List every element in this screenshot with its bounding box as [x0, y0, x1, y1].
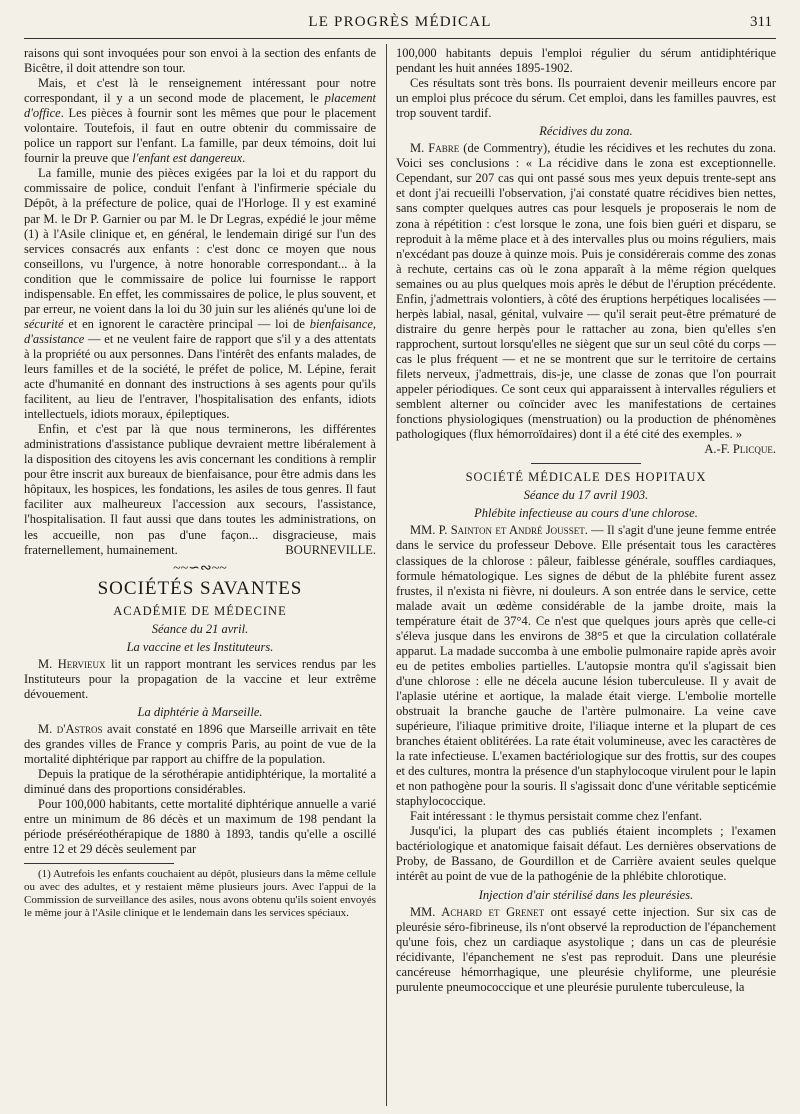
divider: [531, 463, 641, 464]
header-rule: [24, 38, 776, 39]
topic-heading: Injection d'air stérilisé dans les pleurésies.: [478, 887, 694, 902]
topic-heading: Récidives du zona.: [539, 124, 633, 139]
signature: A.-F. Plicque.: [704, 442, 776, 457]
footnote: (1) Autrefois les enfants couchaient au dépôt, plusieurs dans la même cellule ou avec des adultes, et y restaient même plusieurs jours. Avec l'appui de la Commission de surveillance des asiles, nous avons obtenu qu'ils soient envoyés le même jour à l'Asile clinique et le lendemain dans les services spéciaux.: [24, 868, 376, 920]
left-column: [24, 46, 376, 1108]
signature: BOURNEVILLE.: [285, 542, 376, 557]
paragraph: Mais, et c'est là le renseignement intéressant pour notre correspondant, il y a un second mode de placement, le placement d'office. Les pièces à fournir sont les mêmes que pour le placement volontaire. Toutefois, il faut en outre obtenir du commissaire de police un rapport sur l'enfant. La famille, par deux témoins, doit lui fournir la preuve que l'enfant est dangereux.: [24, 76, 376, 166]
paragraph: M. d'Astros avait constaté en 1896 que Marseille arrivait en tête des grandes villes de France y compris Paris, au point de vue de la mortalité diphtérique par rapport au chiffre de la population.: [24, 721, 376, 767]
running-title: LE PROGRÈS MÉDICAL: [308, 14, 492, 30]
paragraph: Jusqu'ici, la plupart des cas publiés étaient incomplets ; l'examen bactériologique et anatomique faisait défaut. Les dernières observations de Proby, de Bassano, de Gourdillon et de Carrière avaient seules quelque intérêt au point de vue de la pathogénie de la phlébite chlorotique.: [396, 824, 776, 884]
footnote-rule: [24, 863, 174, 864]
topic-heading: Phlébite infectieuse au cours d'une chlorose.: [474, 506, 698, 521]
academy-title: ACADÉMIE DE MÉDECINE: [113, 603, 287, 618]
paragraph: Ces résultats sont très bons. Ils pourraient devenir meilleurs encore par un emploi plus précoce du sérum. Cet emploi, dans les familles pauvres, est trop souvent tardif.: [396, 76, 776, 121]
session-date: Séance du 21 avril.: [151, 621, 249, 636]
ornament: ~~∽∾~~: [173, 560, 227, 576]
paragraph: La famille, munie des pièces exigées par la loi et du rapport du commissaire de police, conduit l'enfant à l'infirmerie spéciale du Dépôt, à la préfecture de police, quai de l'Horloge. Il y est examiné par M. le Dr P. Garnier ou par M. le Dr Legras, expédié le jour même (1) à l'Asile clinique et, en général, le lendemain dirigé sur l'un des services consacrés aux enfants : c'est donc ce moyen que nous conseillons, vu l'urgence, à notre honorable correspondant... à la condition que le commissaire de police lui fournisse le rapport indispensable. En effet, les commissaires de police, le plus souvent, et par erreur, ne voient dans la loi du 30 juin sur les aliénés qu'une loi de sécurité et en ignorent le caractère principal — loi de bienfaisance, d'assistance — et ne veulent faire de rapport que s'il y a des attentats à la propriété ou aux personnes. Dans l'intérêt des enfants malades, de leurs familles et de la société, le préfet de police, M. Lépine, ferait acte d'humanité en donnant des instructions à ses agents pour qu'ils facilitent, au lieu de l'entraver, l'hospitalisation des enfants, idiots intellectuels, idiots moraux, épileptiques.: [24, 166, 376, 422]
session-date: Séance du 17 avril 1903.: [523, 488, 649, 503]
section-title: SOCIÉTÉS SAVANTES: [97, 577, 303, 599]
paragraph: M. Fabre (de Commentry), étudie les récidives et les rechutes du zona. Voici ses conclusions : « La récidive dans le zona est exceptionnelle. Cependant, sur 207 cas qui ont passé sous mes yeux depuis trente-sept ans et dont j'ai recueilli l'observation, j'ai constaté quatre récidives bien nettes, sans compter quelques autres cas pour lesquels je proposerais le nom de zona à répétition : c'est lorsque le zona, une fois bien guéri et disparu, se reproduit à la même place et à des intervalles plus ou moins réguliers, mais n'excédant pas douze à quinze mois. Puis je considérerais comme des zonas à rechute, certains cas où le zona apparaît à la même région quelques semaines ou au plus quelques mois après le début de l'éruption précédente. Enfin, j'admettrais volontiers, à côté des éruptions herpétiques localisées — herpès labial, nasal, génital, vulvaire — qu'il serait peut-être prématuré de distraire du genre herpès pour le rattacher au zona, bien qu'elles s'en rapprochent, surtout lorsqu'elles ne siègent que sur un seul côté du corps — cas le plus fréquent — et ne se montrent que sur le territoire de certains filets nerveux, j'admettrais, dis-je, une classe de zonas que l'on pourrait appeler périodiques. Ce sont ceux qui apparaissent à intervalles réguliers et semblent alterner ou coïncider avec les manifestations de certaines fonctions physiologiques (menstruation) ou la production de phénomènes pathologiques (flux hémorroïdaires) dont il a été cité des exemples. » A.-F. Plicque.: [396, 141, 776, 457]
page-header: [24, 8, 776, 36]
society-title: SOCIÉTÉ MÉDICALE DES HOPITAUX: [465, 470, 707, 485]
paragraph: MM. P. Sainton et André Jousset. — Il s'agit d'une jeune femme entrée dans le service du professeur Debove. Elle présentait tous les caractères classiques de la chlorose : pâleur, faiblesse générale, souffles cardiaques, formule hématologique. Les signes de début de la phlébite furent assez frustes, il n'exista ni fièvre, ni douleurs. A son entrée dans le service, cette malade avait un œdème considérable de la jambe droite, mais la température était de 37°4. Ce n'est que quelques jours après que celle-ci s'éleva jusque dans les environs de 38°5 et que la circulation collatérale apparut. La madade succomba à une embolie pulmonaire rapide après avoir eu de petites embolies partielles. L'autopsie montra qu'il s'agissait bien d'une chlorose : elle ne décela aucune lésion tuberculeuse. Il y avait de l'aplasie utérine et aortique, la malade était vierge. L'embolie mortelle obstruait la branche gauche de l'artère pulmonaire. La veine cave supérieure, l'iliaque primitive droite, l'iliaque interne et la plupart de ces branches étaient oblitérées. La rate était volumineuse, avec les caractères de la rate infectieuse. L'examen bactériologique sur des frottis, sur des coupes et des cultures, montra la présence d'un staphylocoque virulent pour le lapin et non pathogène pour la souris. Il s'agissait donc d'une véritable septicémie staphylococcique.: [396, 523, 776, 809]
paragraph: Enfin, et c'est par là que nous terminerons, les différentes administrations d'assistance publique devraient mettre libéralement à la disposition des citoyens les avis concernant les conditions à remplir pour être inscrit aux bureaux de bienfaisance, pour être admis dans les hôpitaux, les hospices, les fondations, les asiles de tous genres. Il faut faciliter aux malheureux l'accession aux secours, l'assistance, l'hospitalisation. Il faut aussi que dans toutes les administrations, on les accueille, non pas d'une façon... disgracieuse, mais fraternellement, humainement. BOURNEVILLE.: [24, 422, 376, 557]
topic-heading: La vaccine et les Instituteurs.: [126, 639, 274, 654]
page-number: 311: [750, 14, 772, 30]
paragraph: raisons qui sont invoquées pour son envoi à la section des enfants de Bicêtre, il doit attendre son tour.: [24, 46, 376, 76]
paragraph: Depuis la pratique de la sérothérapie antidiphtérique, la mortalité a diminué dans des proportions considérables.: [24, 767, 376, 797]
paragraph: M. Hervieux lit un rapport montrant les services rendus par les Instituteurs pour la propagation de la vaccine et leur extrême dévouement.: [24, 656, 376, 701]
column-separator: [386, 44, 387, 1106]
paragraph: MM. Achard et Grenet ont essayé cette injection. Sur six cas de pleurésie séro-fibrineuse, ils n'ont observé la reproduction de l'épanchement qu'une fois, chez un cardiaque asystolique ; dans un cas de pleurésie récidivante, l'épanchement ne s'est pas reproduit. Dans une pleurésie cancéreuse hémorrhagique, une pleurésie chyliforme, une pleurésie purulente pneumococcique et une pleurésie purulente tuberculeuse, la: [396, 904, 776, 994]
paragraph: 100,000 habitants depuis l'emploi régulier du sérum antidiphtérique pendant les huit années 1895-1902.: [396, 46, 776, 76]
topic-heading: La diphtérie à Marseille.: [137, 704, 263, 719]
paragraph: Pour 100,000 habitants, cette mortalité diphtérique annuelle a varié entre un minimum de 86 décès et un maximum de 198 pendant la période préséréothérapique de 1880 à 1893, tandis qu'elle a oscillé entre 12 et 29 décès seulement par: [24, 797, 376, 857]
right-column: [396, 46, 776, 1108]
paragraph: Fait intéressant : le thymus persistait comme chez l'enfant.: [410, 809, 703, 824]
